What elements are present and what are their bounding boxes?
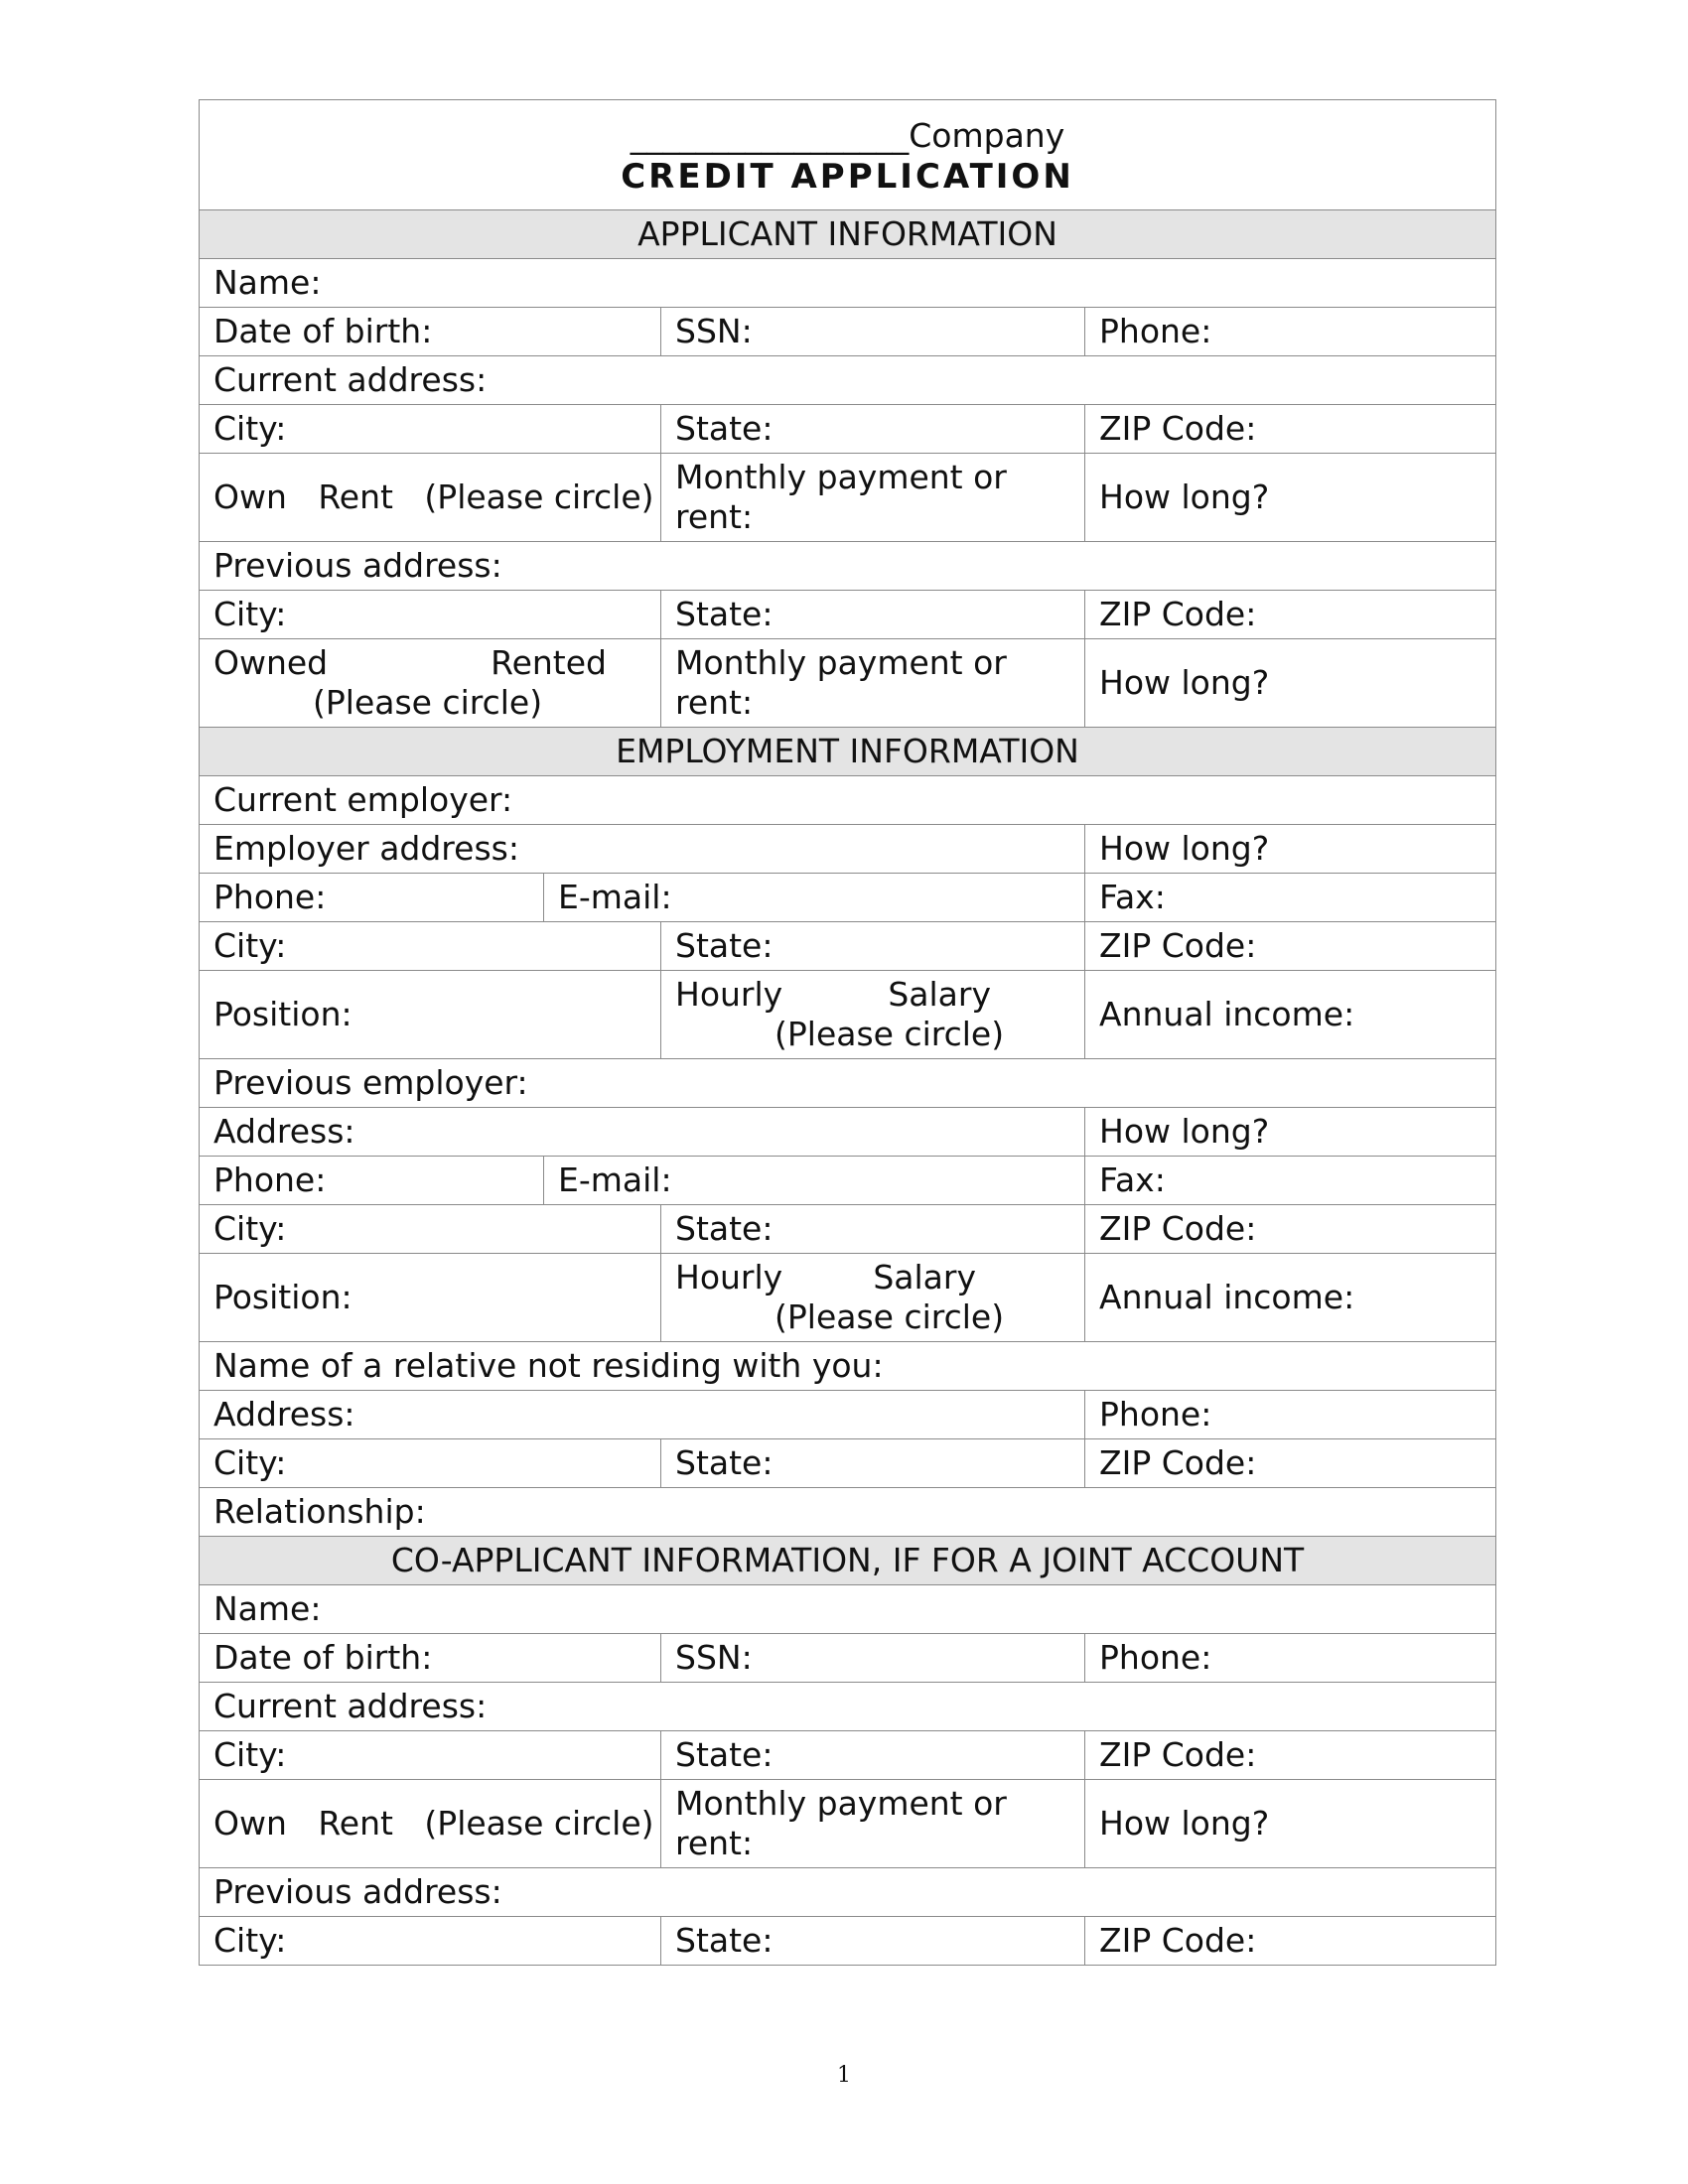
relationship-field[interactable]: Relationship: — [200, 1488, 1496, 1537]
applicant-current-address-field[interactable]: Current address: — [200, 356, 1496, 405]
section-employment-information: EMPLOYMENT INFORMATION — [200, 728, 1496, 776]
rented-option[interactable]: Rented — [491, 643, 607, 682]
co-applicant-prev-state-field[interactable]: State: — [661, 1917, 1085, 1966]
relative-address-field[interactable]: Address: — [200, 1391, 1085, 1439]
relative-zip-field[interactable]: ZIP Code: — [1085, 1439, 1496, 1488]
co-applicant-prev-zip-field[interactable]: ZIP Code: — [1085, 1917, 1496, 1966]
co-applicant-how-long-field[interactable]: How long? — [1085, 1780, 1496, 1868]
employer-email-field[interactable]: E-mail: — [544, 874, 1085, 922]
prev-employer-fax-field[interactable]: Fax: — [1085, 1157, 1496, 1205]
prev-employer-position-field[interactable]: Position: — [200, 1254, 661, 1342]
salary-option[interactable]: Salary — [873, 1258, 976, 1297]
company-name-line[interactable]: _________________Company — [630, 116, 1065, 155]
applicant-prev-state-field[interactable]: State: — [661, 591, 1085, 639]
co-applicant-dob-field[interactable]: Date of birth: — [200, 1634, 661, 1683]
employer-fax-field[interactable]: Fax: — [1085, 874, 1496, 922]
co-applicant-monthly-payment-field[interactable]: Monthly payment or rent: — [661, 1780, 1085, 1868]
please-circle-note: (Please circle) — [313, 683, 543, 722]
applicant-phone-field[interactable]: Phone: — [1085, 308, 1496, 356]
employer-address-field[interactable]: Employer address: — [200, 825, 1085, 874]
relative-state-field[interactable]: State: — [661, 1439, 1085, 1488]
applicant-monthly-payment-field[interactable]: Monthly payment or rent: — [661, 454, 1085, 542]
co-applicant-previous-address-field[interactable]: Previous address: — [200, 1868, 1496, 1917]
page-number: 1 — [837, 2063, 851, 2088]
co-applicant-state-field[interactable]: State: — [661, 1731, 1085, 1780]
hourly-option[interactable]: Hourly — [675, 975, 783, 1014]
prev-employer-zip-field[interactable]: ZIP Code: — [1085, 1205, 1496, 1254]
relative-phone-field[interactable]: Phone: — [1085, 1391, 1496, 1439]
please-circle-note: (Please circle) — [774, 1297, 1005, 1336]
previous-employer-field[interactable]: Previous employer: — [200, 1059, 1496, 1108]
co-applicant-current-address-field[interactable]: Current address: — [200, 1683, 1496, 1731]
employer-phone-field[interactable]: Phone: — [200, 874, 544, 922]
applicant-name-field[interactable]: Name: — [200, 259, 1496, 308]
co-applicant-ssn-field[interactable]: SSN: — [661, 1634, 1085, 1683]
co-applicant-zip-field[interactable]: ZIP Code: — [1085, 1731, 1496, 1780]
prev-employer-email-field[interactable]: E-mail: — [544, 1157, 1085, 1205]
applicant-prev-zip-field[interactable]: ZIP Code: — [1085, 591, 1496, 639]
prev-employer-state-field[interactable]: State: — [661, 1205, 1085, 1254]
employer-city-field[interactable]: City: — [200, 922, 661, 971]
employer-zip-field[interactable]: ZIP Code: — [1085, 922, 1496, 971]
applicant-prev-city-field[interactable]: City: — [200, 591, 661, 639]
applicant-zip-field[interactable]: ZIP Code: — [1085, 405, 1496, 454]
prev-employer-phone-field[interactable]: Phone: — [200, 1157, 544, 1205]
prev-employer-how-long-field[interactable]: How long? — [1085, 1108, 1496, 1157]
employer-hourly-salary-choice[interactable] — [661, 971, 1085, 1059]
employer-how-long-field[interactable]: How long? — [1085, 825, 1496, 874]
relative-name-field[interactable]: Name of a relative not residing with you: — [200, 1342, 1496, 1391]
salary-option[interactable]: Salary — [888, 975, 991, 1014]
form-title: CREDIT APPLICATION — [621, 157, 1074, 197]
please-circle-note: (Please circle) — [774, 1015, 1005, 1053]
applicant-prev-how-long-field[interactable]: How long? — [1085, 639, 1496, 728]
current-employer-field[interactable]: Current employer: — [200, 776, 1496, 825]
prev-employer-address-field[interactable]: Address: — [200, 1108, 1085, 1157]
employer-state-field[interactable]: State: — [661, 922, 1085, 971]
applicant-own-rent-choice[interactable]: Own Rent (Please circle) — [200, 454, 661, 542]
applicant-previous-address-field[interactable]: Previous address: — [200, 542, 1496, 591]
employer-annual-income-field[interactable]: Annual income: — [1085, 971, 1496, 1059]
hourly-option[interactable]: Hourly — [675, 1258, 783, 1297]
employer-position-field[interactable]: Position: — [200, 971, 661, 1059]
applicant-city-field[interactable]: City: — [200, 405, 661, 454]
owned-option[interactable]: Owned — [213, 643, 329, 682]
applicant-dob-field[interactable]: Date of birth: — [200, 308, 661, 356]
prev-employer-city-field[interactable]: City: — [200, 1205, 661, 1254]
co-applicant-name-field[interactable]: Name: — [200, 1585, 1496, 1634]
section-applicant-information: APPLICANT INFORMATION — [200, 210, 1496, 259]
applicant-prev-monthly-payment-field[interactable]: Monthly payment or rent: — [661, 639, 1085, 728]
form-header — [200, 100, 1496, 210]
co-applicant-prev-city-field[interactable]: City: — [200, 1917, 661, 1966]
applicant-owned-rented-choice[interactable] — [200, 639, 661, 728]
prev-employer-hourly-salary-choice[interactable] — [661, 1254, 1085, 1342]
applicant-ssn-field[interactable]: SSN: — [661, 308, 1085, 356]
co-applicant-city-field[interactable]: City: — [200, 1731, 661, 1780]
co-applicant-phone-field[interactable]: Phone: — [1085, 1634, 1496, 1683]
applicant-how-long-field[interactable]: How long? — [1085, 454, 1496, 542]
co-applicant-own-rent-choice[interactable]: Own Rent (Please circle) — [200, 1780, 661, 1868]
credit-application-form — [199, 99, 1496, 1966]
prev-employer-annual-income-field[interactable]: Annual income: — [1085, 1254, 1496, 1342]
section-co-applicant-information: CO-APPLICANT INFORMATION, IF FOR A JOINT ACCOUNT — [200, 1537, 1496, 1585]
applicant-state-field[interactable]: State: — [661, 405, 1085, 454]
relative-city-field[interactable]: City: — [200, 1439, 661, 1488]
